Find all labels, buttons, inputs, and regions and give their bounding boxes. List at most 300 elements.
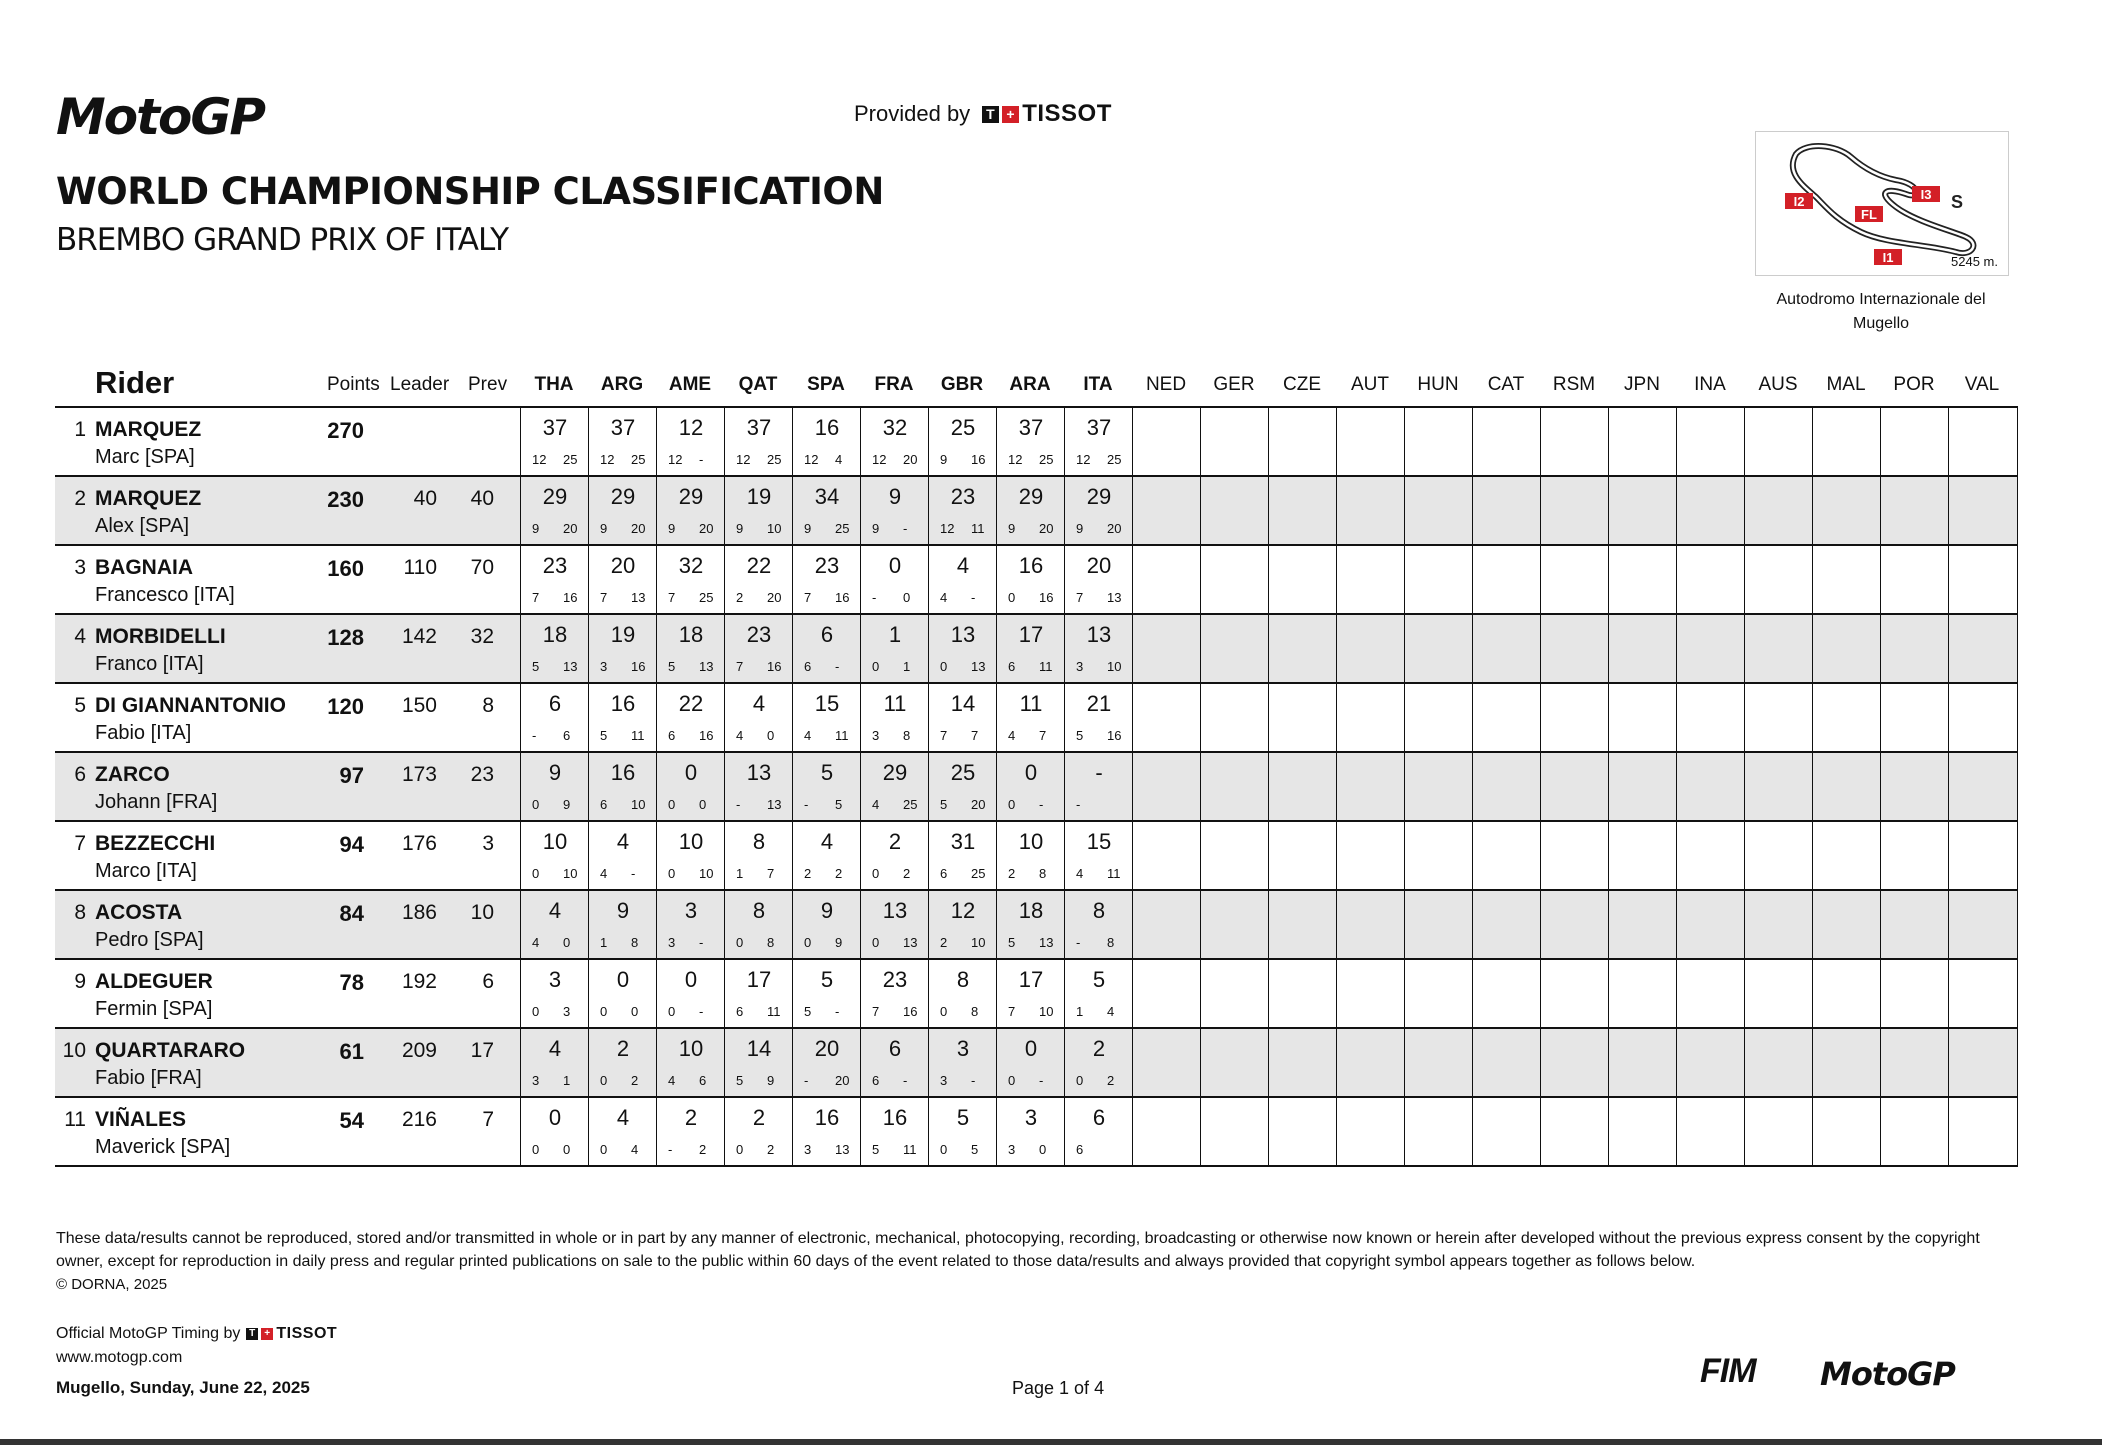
table-row <box>55 1098 2018 1167</box>
race-total: 12 <box>678 415 704 440</box>
race-points: 0 <box>1039 1142 1047 1157</box>
sprint-points: 7 <box>1008 1004 1016 1019</box>
race-total: 29 <box>1018 484 1044 509</box>
sprint-points: - <box>804 797 809 812</box>
race-points: 16 <box>767 659 782 674</box>
gap-to-leader: 216 <box>401 1108 437 1131</box>
race-cell-fra <box>860 684 929 751</box>
race-total: 37 <box>610 415 636 440</box>
race-cell-cze <box>1268 684 1337 751</box>
race-cell-ger <box>1200 1098 1269 1165</box>
sprint-points: 4 <box>940 590 948 605</box>
page-title: WORLD CHAMPIONSHIP CLASSIFICATION <box>56 170 884 213</box>
race-cell-ara <box>996 408 1065 475</box>
race-cell-arg <box>588 753 657 820</box>
race-cell-mal <box>1812 822 1881 889</box>
header-points: Points <box>327 374 380 395</box>
header-race-fra: FRA <box>874 374 914 395</box>
race-points: 25 <box>835 521 850 536</box>
race-cell-rsm <box>1540 684 1609 751</box>
rider-points: 94 <box>339 832 364 857</box>
race-points: 7 <box>971 728 979 743</box>
race-cell-cat <box>1472 1098 1541 1165</box>
sprint-points: 0 <box>940 1004 948 1019</box>
sprint-points: 9 <box>804 521 812 536</box>
sprint-points: - <box>804 1073 809 1088</box>
gap-to-leader: 173 <box>401 763 437 786</box>
sprint-points: 3 <box>668 935 676 950</box>
header-race-ara: ARA <box>1009 374 1051 395</box>
race-cell-ned <box>1132 753 1201 820</box>
motogp-logo: MotoGP <box>56 88 265 146</box>
race-cell-val <box>1948 891 2018 958</box>
table-row <box>55 615 2018 684</box>
rider-firstname-nation: Fermin [SPA] <box>95 998 213 1020</box>
race-cell-ned <box>1132 822 1201 889</box>
rider-position: 7 <box>74 832 86 855</box>
race-total: 5 <box>820 760 834 785</box>
race-total: 14 <box>950 691 976 716</box>
race-cell-mal <box>1812 1098 1881 1165</box>
provided-by <box>854 100 1112 128</box>
race-points: 25 <box>699 590 714 605</box>
race-cell-gbr <box>928 753 997 820</box>
rider-surname: MARQUEZ <box>95 487 202 510</box>
race-total: 19 <box>610 622 636 647</box>
sprint-points: 4 <box>668 1073 676 1088</box>
rider-points: 230 <box>327 487 364 512</box>
sprint-points: 5 <box>872 1142 880 1157</box>
sprint-points: 3 <box>804 1142 812 1157</box>
race-points: 20 <box>631 521 646 536</box>
sprint-points: 0 <box>940 1142 948 1157</box>
race-total: 22 <box>746 553 772 578</box>
sprint-points: 3 <box>872 728 880 743</box>
race-cell-aut <box>1336 408 1405 475</box>
race-total: 11 <box>883 691 907 716</box>
race-points: 10 <box>1039 1004 1054 1019</box>
race-points: 13 <box>631 590 646 605</box>
race-cell-ame <box>656 960 725 1027</box>
race-points: 25 <box>903 797 918 812</box>
sprint-points: 5 <box>532 659 540 674</box>
race-cell-spa <box>792 891 861 958</box>
race-cell-ame <box>656 408 725 475</box>
event-date: Mugello, Sunday, June 22, 2025 <box>56 1378 310 1397</box>
sprint-points: 6 <box>1008 659 1016 674</box>
sprint-points: 3 <box>1076 659 1084 674</box>
race-points: 25 <box>767 452 782 467</box>
race-cell-hun <box>1404 477 1473 544</box>
race-total: 31 <box>950 829 976 854</box>
race-cell-jpn <box>1608 1029 1677 1096</box>
race-points: - <box>699 1004 704 1019</box>
race-cell-ger <box>1200 960 1269 1027</box>
sprint-points: 6 <box>804 659 812 674</box>
race-cell-ame <box>656 1098 725 1165</box>
race-points: 2 <box>835 866 843 881</box>
rider-surname: MARQUEZ <box>95 418 202 441</box>
race-cell-ned <box>1132 546 1201 613</box>
race-cell-ina <box>1676 546 1745 613</box>
race-cell-ina <box>1676 615 1745 682</box>
race-points: 0 <box>903 590 911 605</box>
race-cell-ita <box>1064 408 1133 475</box>
race-cell-spa <box>792 408 861 475</box>
race-cell-ame <box>656 477 725 544</box>
race-cell-mal <box>1812 546 1881 613</box>
sprint-points: 0 <box>668 866 676 881</box>
header-race-spa: SPA <box>807 374 845 395</box>
race-cell-fra <box>860 753 929 820</box>
race-cell-ita <box>1064 891 1133 958</box>
rider-firstname-nation: Alex [SPA] <box>95 515 190 537</box>
race-cell-jpn <box>1608 615 1677 682</box>
race-points: 8 <box>903 728 911 743</box>
race-total: 23 <box>746 622 772 647</box>
gap-to-previous: 8 <box>482 694 494 717</box>
race-cell-ita <box>1064 822 1133 889</box>
race-total: 16 <box>610 760 636 785</box>
race-points: 25 <box>1107 452 1122 467</box>
sprint-points: 0 <box>1008 590 1016 605</box>
race-cell-cat <box>1472 408 1541 475</box>
race-points: 16 <box>699 728 714 743</box>
race-total: 9 <box>820 898 834 923</box>
header-race-gbr: GBR <box>940 374 984 395</box>
rider-firstname-nation: Fabio [ITA] <box>95 722 192 744</box>
race-cell-mal <box>1812 477 1881 544</box>
race-cell-ara <box>996 891 1065 958</box>
sprint-points: 0 <box>804 935 812 950</box>
race-points: 10 <box>699 866 714 881</box>
sprint-points: 7 <box>736 659 744 674</box>
race-cell-aut <box>1336 1098 1405 1165</box>
race-points: 2 <box>767 1142 775 1157</box>
sprint-points: 12 <box>1076 452 1091 467</box>
race-points: 13 <box>971 659 986 674</box>
race-total: 13 <box>950 622 976 647</box>
table-row <box>55 1029 2018 1098</box>
race-cell-ara <box>996 960 1065 1027</box>
tissot-logo-small <box>246 1325 337 1343</box>
tissot-wordmark: TISSOT <box>276 1325 338 1342</box>
race-cell-rsm <box>1540 615 1609 682</box>
rider-firstname-nation: Maverick [SPA] <box>95 1136 231 1158</box>
header-race-cze: CZE <box>1283 374 1321 395</box>
race-points: 11 <box>1107 866 1121 881</box>
track-label-i3: I3 <box>1920 187 1932 202</box>
sprint-points: 1 <box>736 866 744 881</box>
header-rider: Rider <box>95 365 175 400</box>
race-cell-ger <box>1200 822 1269 889</box>
sprint-points: 9 <box>600 521 608 536</box>
race-points: 20 <box>835 1073 850 1088</box>
race-total: 8 <box>752 829 766 854</box>
race-cell-ned <box>1132 1098 1201 1165</box>
rider-points: 97 <box>339 763 364 788</box>
sprint-points: 0 <box>940 659 948 674</box>
race-total: 37 <box>1018 415 1044 440</box>
race-points: 20 <box>767 590 782 605</box>
race-total: 6 <box>1092 1105 1106 1130</box>
race-cell-aus <box>1744 408 1813 475</box>
sprint-points: 7 <box>804 590 812 605</box>
race-cell-aut <box>1336 615 1405 682</box>
race-cell-ara <box>996 1029 1065 1096</box>
race-cell-ara <box>996 684 1065 751</box>
race-points: 0 <box>563 1142 571 1157</box>
race-cell-ame <box>656 615 725 682</box>
race-cell-mal <box>1812 684 1881 751</box>
race-cell-val <box>1948 615 2018 682</box>
race-total: 29 <box>1086 484 1112 509</box>
race-cell-gbr <box>928 477 997 544</box>
circuit-name: Autodromo Internazionale del Mugello <box>1776 291 1986 332</box>
swiss-cross-icon: + <box>261 1328 273 1340</box>
table-row <box>55 891 2018 960</box>
race-cell-gbr <box>928 546 997 613</box>
race-cell-spa <box>792 615 861 682</box>
race-cell-aus <box>1744 546 1813 613</box>
race-total: - <box>1095 760 1103 785</box>
race-points: 7 <box>767 866 775 881</box>
race-total: 14 <box>746 1036 772 1061</box>
race-total: 4 <box>548 898 562 923</box>
race-cell-ger <box>1200 615 1269 682</box>
race-cell-rsm <box>1540 960 1609 1027</box>
race-cell-ame <box>656 684 725 751</box>
gap-to-previous: 10 <box>470 901 494 924</box>
race-points: 13 <box>767 797 782 812</box>
race-points: 20 <box>971 797 986 812</box>
race-points: 10 <box>767 521 782 536</box>
rider-firstname-nation: Marco [ITA] <box>95 860 197 882</box>
race-points: 8 <box>767 935 775 950</box>
rider-position: 11 <box>64 1108 86 1131</box>
race-cell-val <box>1948 753 2018 820</box>
race-points: 8 <box>971 1004 979 1019</box>
race-cell-mal <box>1812 753 1881 820</box>
race-cell-ita <box>1064 753 1133 820</box>
race-cell-ame <box>656 822 725 889</box>
race-points: 6 <box>699 1073 707 1088</box>
race-total: 2 <box>684 1105 698 1130</box>
race-cell-jpn <box>1608 408 1677 475</box>
sprint-points: 2 <box>804 866 812 881</box>
race-points: - <box>699 452 704 467</box>
website-link[interactable]: www.motogp.com <box>56 1349 183 1366</box>
race-points: 7 <box>1039 728 1047 743</box>
rider-surname: ALDEGUER <box>95 970 213 993</box>
race-total: 3 <box>684 898 698 923</box>
sprint-points: 5 <box>804 1004 812 1019</box>
race-cell-cze <box>1268 1098 1337 1165</box>
race-points: 11 <box>767 1004 781 1019</box>
race-cell-ger <box>1200 1029 1269 1096</box>
sprint-points: 7 <box>668 590 676 605</box>
race-points: 25 <box>563 452 578 467</box>
sprint-points: 4 <box>600 866 608 881</box>
race-points: 13 <box>903 935 918 950</box>
race-cell-cze <box>1268 1029 1337 1096</box>
sprint-points: 12 <box>872 452 887 467</box>
sprint-points: 9 <box>668 521 676 536</box>
sprint-points: 0 <box>532 797 540 812</box>
sprint-points: - <box>1076 797 1081 812</box>
table-row <box>55 960 2018 1029</box>
race-cell-hun <box>1404 822 1473 889</box>
classification-table <box>55 364 2018 1167</box>
header-race-mal: MAL <box>1826 374 1866 395</box>
header-race-jpn: JPN <box>1624 374 1660 395</box>
race-cell-ina <box>1676 1098 1745 1165</box>
race-total: 20 <box>1086 553 1112 578</box>
sprint-points: 7 <box>532 590 540 605</box>
race-cell-fra <box>860 960 929 1027</box>
race-cell-por <box>1880 891 1949 958</box>
sprint-points: - <box>1076 935 1081 950</box>
race-cell-por <box>1880 1029 1949 1096</box>
race-cell-cat <box>1472 891 1541 958</box>
race-cell-gbr <box>928 822 997 889</box>
sprint-points: 0 <box>532 1142 540 1157</box>
race-total: 9 <box>888 484 902 509</box>
rider-surname: BAGNAIA <box>95 556 193 579</box>
sprint-points: 1 <box>600 935 608 950</box>
tissot-t-icon: T <box>982 106 999 123</box>
race-points: - <box>1039 797 1044 812</box>
race-total: 37 <box>542 415 568 440</box>
rider-position: 4 <box>74 625 86 648</box>
race-cell-ned <box>1132 684 1201 751</box>
disclaimer-text: These data/results cannot be reproduced, stored and/or transmitted in whole or in part by any manner of electronic, mechanical, photocopying, recording, broadcasting or otherwise now known or herein after developed without the previous express consent by the copyright owner, except for reproduction in daily press and regular printed publications on sale to the public within 60 days of the event related to those data/results and always provided that copyright symbol appears together as follows below. <box>56 1230 1980 1270</box>
race-cell-por <box>1880 615 1949 682</box>
race-cell-mal <box>1812 891 1881 958</box>
race-total: 4 <box>548 1036 562 1061</box>
sprint-points: 0 <box>600 1004 608 1019</box>
race-cell-hun <box>1404 960 1473 1027</box>
race-cell-aut <box>1336 753 1405 820</box>
race-cell-val <box>1948 684 2018 751</box>
race-total: 23 <box>542 553 568 578</box>
race-cell-hun <box>1404 615 1473 682</box>
sprint-points: 5 <box>600 728 608 743</box>
race-cell-aut <box>1336 546 1405 613</box>
sprint-points: 4 <box>804 728 812 743</box>
race-cell-ame <box>656 546 725 613</box>
tissot-t-icon: T <box>246 1328 258 1340</box>
sprint-points: - <box>668 1142 673 1157</box>
race-cell-cat <box>1472 822 1541 889</box>
race-cell-spa <box>792 960 861 1027</box>
race-cell-hun <box>1404 546 1473 613</box>
race-points: 4 <box>1107 1004 1115 1019</box>
race-points: 8 <box>631 935 639 950</box>
race-total: 29 <box>542 484 568 509</box>
race-points: - <box>971 590 976 605</box>
race-cell-ned <box>1132 960 1201 1027</box>
race-points: 9 <box>563 797 571 812</box>
race-cell-aus <box>1744 1098 1813 1165</box>
race-cell-arg <box>588 822 657 889</box>
race-points: 13 <box>835 1142 850 1157</box>
race-total: 0 <box>1024 1036 1038 1061</box>
header-race-tha: THA <box>534 374 574 395</box>
race-cell-por <box>1880 753 1949 820</box>
sprint-points: 0 <box>736 1142 744 1157</box>
race-points: 6 <box>563 728 571 743</box>
race-cell-ina <box>1676 408 1745 475</box>
race-points: 16 <box>903 1004 918 1019</box>
race-total: 10 <box>542 829 568 854</box>
sprint-points: 5 <box>668 659 676 674</box>
table-header <box>55 364 2018 408</box>
race-points: 4 <box>835 452 843 467</box>
sprint-points: 12 <box>600 452 615 467</box>
race-cell-mal <box>1812 960 1881 1027</box>
race-cell-hun <box>1404 891 1473 958</box>
race-cell-tha <box>520 408 589 475</box>
race-total: 0 <box>888 553 902 578</box>
race-cell-jpn <box>1608 477 1677 544</box>
motogp-logo-footer: MotoGP <box>1820 1355 1955 1393</box>
race-cell-ame <box>656 753 725 820</box>
race-cell-aus <box>1744 684 1813 751</box>
sprint-points: 12 <box>804 452 819 467</box>
race-cell-aus <box>1744 960 1813 1027</box>
table-body <box>55 408 2018 1167</box>
race-cell-aut <box>1336 822 1405 889</box>
race-cell-por <box>1880 822 1949 889</box>
rider-points: 84 <box>339 901 364 926</box>
swiss-cross-icon: + <box>1002 106 1019 123</box>
race-cell-val <box>1948 822 2018 889</box>
race-points: 0 <box>631 1004 639 1019</box>
race-points: - <box>1039 1073 1044 1088</box>
rider-surname: ACOSTA <box>95 901 183 924</box>
race-total: 25 <box>950 760 976 785</box>
race-total: 9 <box>548 760 562 785</box>
race-total: 0 <box>548 1105 562 1130</box>
race-total: 19 <box>746 484 772 509</box>
race-points: 13 <box>1039 935 1054 950</box>
race-cell-mal <box>1812 615 1881 682</box>
track-label-i2: I2 <box>1793 194 1805 209</box>
race-total: 23 <box>882 967 908 992</box>
race-cell-rsm <box>1540 408 1609 475</box>
gap-to-leader: 40 <box>413 487 437 510</box>
header-race-ger: GER <box>1213 374 1255 395</box>
race-cell-ger <box>1200 753 1269 820</box>
race-cell-jpn <box>1608 1098 1677 1165</box>
race-cell-cat <box>1472 615 1541 682</box>
sprint-points: 2 <box>736 590 744 605</box>
race-cell-qat <box>724 684 793 751</box>
race-cell-qat <box>724 891 793 958</box>
sprint-points: 6 <box>1076 1142 1084 1157</box>
header-race-ame: AME <box>668 374 712 395</box>
race-cell-cat <box>1472 546 1541 613</box>
race-cell-por <box>1880 477 1949 544</box>
race-points: 20 <box>699 521 714 536</box>
race-points: - <box>971 1073 976 1088</box>
race-total: 29 <box>610 484 636 509</box>
race-total: 17 <box>1018 622 1044 647</box>
gap-to-previous: 70 <box>470 556 494 579</box>
race-total: 15 <box>1086 829 1112 854</box>
race-cell-gbr <box>928 960 997 1027</box>
